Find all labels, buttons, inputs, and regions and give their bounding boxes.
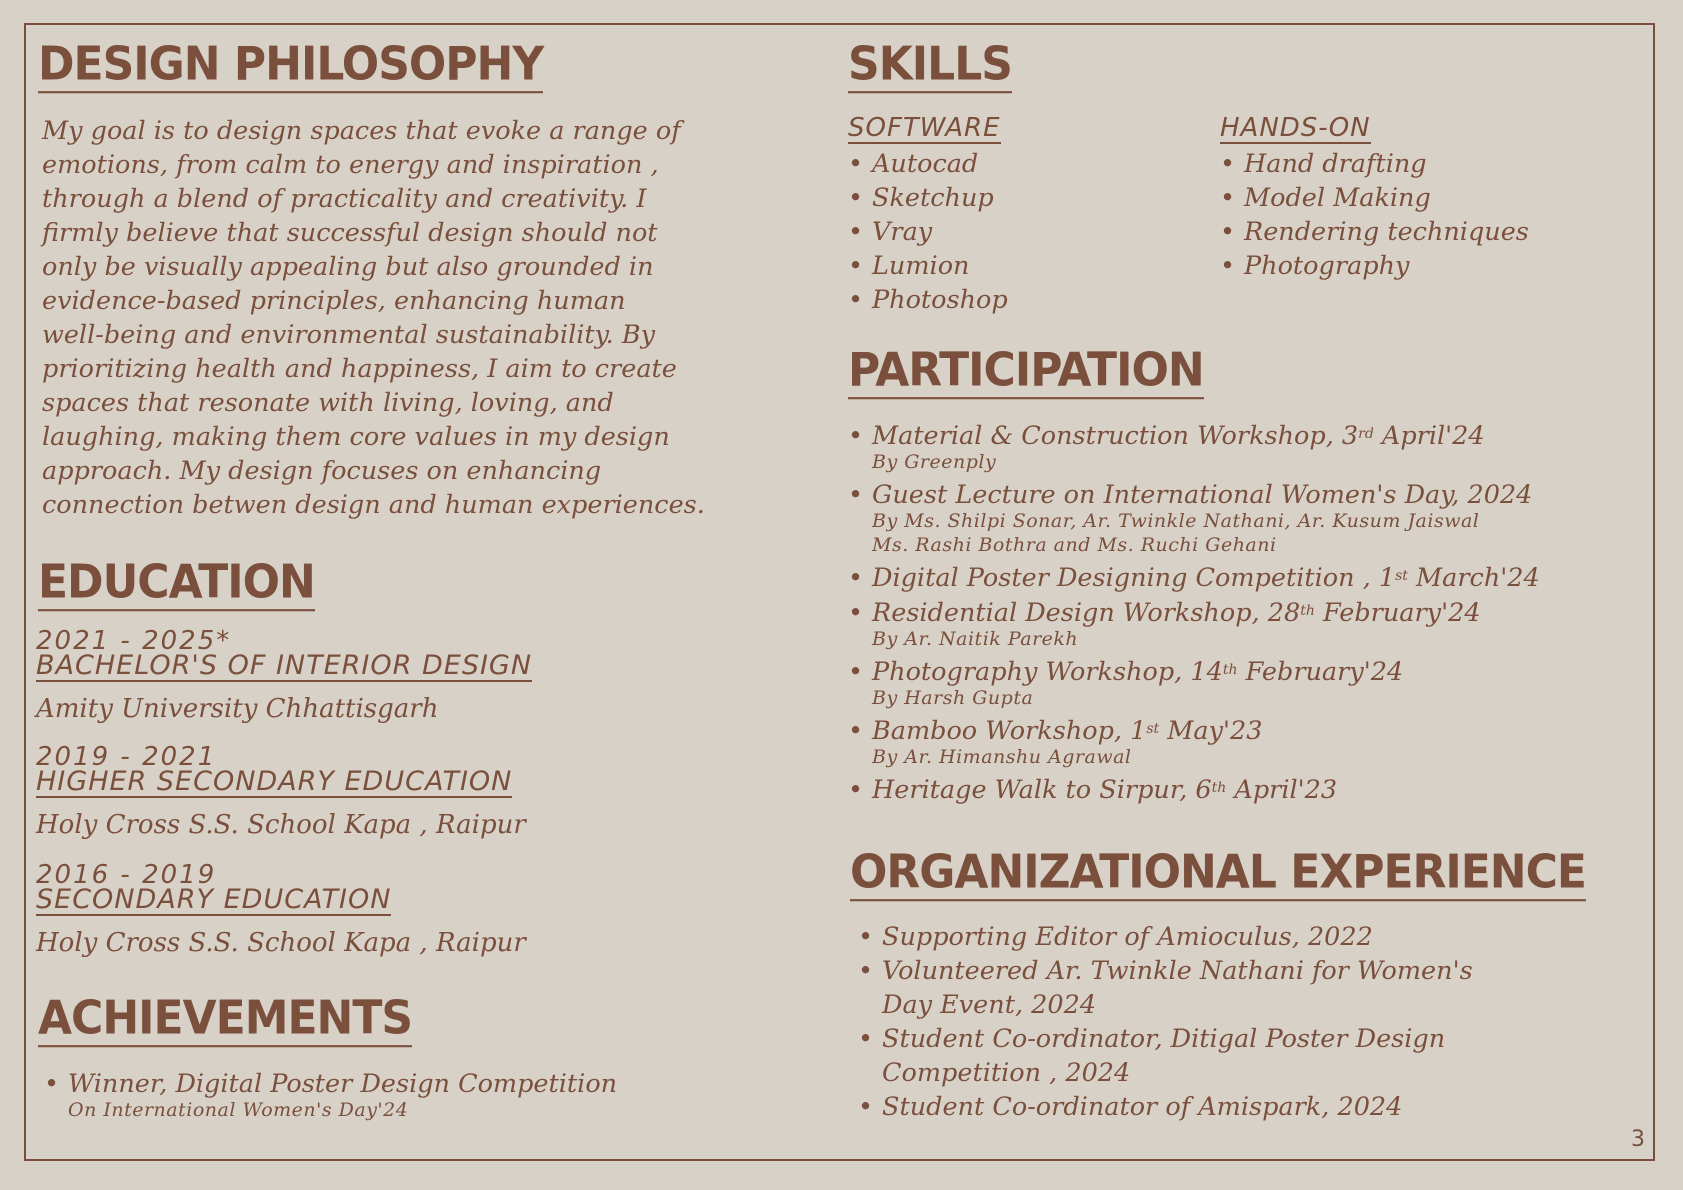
- education-degree-3: SECONDARY EDUCATION: [36, 884, 392, 915]
- philosophy-line: prioritizing health and happiness, I aim to create: [42, 354, 677, 384]
- philosophy-line: evidence-based principles, enhancing human: [42, 286, 626, 316]
- organizational-item: [856, 920, 1473, 954]
- participation-item: [846, 658, 1540, 710]
- philosophy-line: firmly believe that successful design should not: [42, 218, 658, 248]
- participation-ordinal: st: [1395, 568, 1408, 584]
- participation-ordinal: th: [1222, 662, 1238, 678]
- hands-on-list: [1218, 147, 1529, 283]
- participation-list: [846, 422, 1540, 811]
- organizational-line: • Volunteered Ar. Twinkle Nathani for Women's: [882, 956, 1473, 986]
- participation-by: By Ar. Naitik Parekh: [872, 628, 1079, 650]
- software-skill-item: • Autocad: [846, 147, 1008, 181]
- participation-item: [846, 422, 1540, 474]
- achievements-heading: ACHIEVEMENTS: [38, 995, 412, 1048]
- philosophy-line: laughing, making them core values in my design: [42, 422, 670, 452]
- participation-date: March'24: [1407, 563, 1540, 593]
- organizational-line: • Student Co-ordinator of Amispark, 2024: [882, 1092, 1403, 1122]
- participation-item: [846, 481, 1540, 557]
- software-list: [846, 147, 1008, 317]
- participation-title: Guest Lecture on International Women's Day, 2024: [872, 480, 1533, 510]
- participation-title: Material & Construction Workshop, 3: [872, 421, 1359, 451]
- participation-item: [846, 717, 1540, 769]
- participation-by: By Ar. Himanshu Agrawal: [872, 746, 1132, 768]
- design-philosophy-text: [42, 114, 705, 522]
- participation-date: April'23: [1226, 775, 1338, 805]
- software-skill-item: • Sketchup: [846, 181, 1008, 215]
- hands-on-subheading: HANDS-ON: [1220, 113, 1371, 143]
- software-subheading: SOFTWARE: [848, 113, 1001, 143]
- philosophy-line: connection betwen design and human experiences.: [42, 490, 705, 520]
- participation-title: Digital Poster Designing Competition , 1: [872, 563, 1396, 593]
- organizational-item: [856, 954, 1473, 1022]
- organizational-item: [856, 1022, 1473, 1090]
- education-years-1: 2021 - 2025*: [36, 626, 232, 656]
- software-skill-item: • Vray: [846, 215, 1008, 249]
- organizational-line: • Supporting Editor of Amioculus, 2022: [882, 922, 1373, 952]
- design-philosophy-heading: DESIGN PHILOSOPHY: [38, 41, 543, 94]
- achievements-list: [42, 1070, 617, 1122]
- participation-date: April'24: [1373, 421, 1485, 451]
- education-school-1: Amity University Chhattisgarh: [36, 694, 439, 724]
- participation-title: Residential Design Workshop, 28: [872, 598, 1301, 628]
- page-number: 3: [1631, 1127, 1645, 1152]
- philosophy-line: My goal is to design spaces that evoke a range of: [42, 116, 681, 146]
- software-skill-item: • Lumion: [846, 249, 1008, 283]
- participation-date: February'24: [1314, 598, 1481, 628]
- education-heading: EDUCATION: [38, 559, 315, 612]
- participation-date: May'23: [1159, 716, 1263, 746]
- skills-heading: SKILLS: [848, 41, 1012, 94]
- education-degree-2: HIGHER SECONDARY EDUCATION: [36, 766, 513, 797]
- achievement-item: [42, 1070, 617, 1122]
- participation-ordinal: th: [1211, 780, 1227, 796]
- education-school-3: Holy Cross S.S. School Kapa , Raipur: [36, 928, 526, 958]
- philosophy-line: through a blend of practicality and creativity. I: [42, 184, 647, 214]
- participation-item: [846, 564, 1540, 592]
- education-years-3: 2016 - 2019: [36, 860, 217, 890]
- organizational-heading: ORGANIZATIONAL EXPERIENCE: [850, 849, 1586, 902]
- participation-by: By Ms. Shilpi Sonar, Ar. Twinkle Nathani, Ar. Kusum Jaiswal: [872, 510, 1480, 532]
- achievement-text: Winner, Digital Poster Design Competition: [68, 1069, 618, 1099]
- hands-on-skill-item: • Model Making: [1218, 181, 1529, 215]
- organizational-item: [856, 1090, 1473, 1124]
- organizational-list: [856, 920, 1473, 1124]
- education-school-2: Holy Cross S.S. School Kapa , Raipur: [36, 810, 526, 840]
- participation-title: Heritage Walk to Sirpur, 6: [872, 775, 1212, 805]
- software-skill-item: • Photoshop: [846, 283, 1008, 317]
- hands-on-skill-item: • Photography: [1218, 249, 1529, 283]
- participation-date: February'24: [1237, 657, 1404, 687]
- participation-by: By Greenply: [872, 451, 997, 473]
- participation-item: [846, 776, 1540, 804]
- organizational-line: Day Event, 2024: [882, 990, 1097, 1020]
- achievement-subtext: On International Women's Day'24: [68, 1099, 409, 1121]
- participation-by: By Harsh Gupta: [872, 687, 1034, 709]
- philosophy-line: only be visually appealing but also grounded in: [42, 252, 654, 282]
- participation-title: Photography Workshop, 14: [872, 657, 1223, 687]
- organizational-line: Competition , 2024: [882, 1058, 1131, 1088]
- participation-ordinal: st: [1146, 721, 1160, 737]
- organizational-line: • Student Co-ordinator, Ditigal Poster Design: [882, 1024, 1446, 1054]
- hands-on-skill-item: • Rendering techniques: [1218, 215, 1529, 249]
- philosophy-line: emotions, from calm to energy and inspiration ,: [42, 150, 659, 180]
- participation-ordinal: rd: [1358, 426, 1374, 442]
- participation-by: Ms. Rashi Bothra and Ms. Ruchi Gehani: [872, 534, 1277, 556]
- education-degree-1: BACHELOR'S OF INTERIOR DESIGN: [36, 650, 533, 681]
- philosophy-line: spaces that resonate with living, loving, and: [42, 388, 614, 418]
- education-years-2: 2019 - 2021: [36, 742, 217, 772]
- philosophy-line: well-being and environmental sustainability. By: [42, 320, 656, 350]
- participation-title: Bamboo Workshop, 1: [872, 716, 1147, 746]
- participation-heading: PARTICIPATION: [848, 347, 1204, 400]
- hands-on-skill-item: • Hand drafting: [1218, 147, 1529, 181]
- participation-item: [846, 599, 1540, 651]
- philosophy-line: approach. My design focuses on enhancing: [42, 456, 602, 486]
- participation-ordinal: th: [1300, 603, 1315, 619]
